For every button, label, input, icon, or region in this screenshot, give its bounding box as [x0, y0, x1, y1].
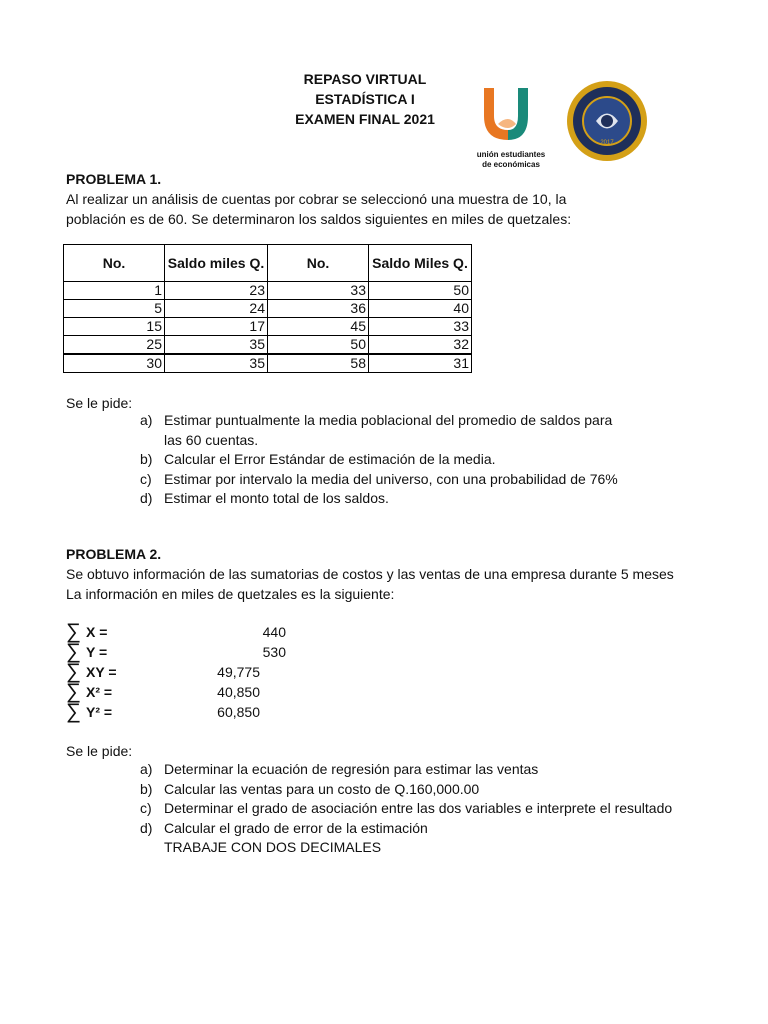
- table-cell: 5: [64, 300, 165, 318]
- list-item: [140, 470, 700, 490]
- list-item: [140, 450, 700, 470]
- problem-1-text-1: Al realizar un análisis de cuentas por cobrar se seleccionó una muestra de 10, la: [66, 191, 567, 207]
- table-cell: 30: [64, 354, 165, 373]
- problem-2-items: [140, 760, 740, 858]
- item-text: Calcular el Error Estándar de estimación de la media.: [164, 451, 496, 467]
- problem-2-ask: Se le pide:: [66, 743, 133, 759]
- sum-row: [66, 682, 286, 702]
- table-cell: 25: [64, 336, 165, 355]
- item-text: Estimar por intervalo la media del universo, con una probabilidad de 76%: [164, 470, 618, 487]
- sum-row: [66, 702, 286, 722]
- list-item: [140, 489, 700, 509]
- faculty-seal-logo: [566, 80, 648, 162]
- table-row: [64, 300, 472, 318]
- problem-2-intro: [66, 544, 706, 604]
- exam-header: [230, 69, 500, 129]
- table-row: [64, 336, 472, 355]
- sum-variable: X =: [86, 624, 108, 640]
- logo-caption-1: unión estudiantes: [476, 150, 546, 159]
- table-header-row: [64, 245, 472, 282]
- seal-icon: [566, 80, 648, 162]
- list-item: [140, 760, 740, 780]
- table-cell: 35: [165, 336, 268, 355]
- item-text: Estimar puntualmente la media poblacional del promedio de saldos para: [164, 412, 613, 428]
- sums-list: [66, 622, 286, 722]
- sum-value: 60,850: [217, 704, 260, 720]
- table-header-saldo-1: Saldo miles Q.: [165, 245, 268, 282]
- item-label: a): [140, 761, 153, 777]
- table-header-no-1: No.: [64, 245, 165, 282]
- problem-2-text-1: Se obtuvo información de las sumatorias de costos y las ventas de una empresa durante 5 meses: [66, 566, 674, 582]
- table-cell: 15: [64, 318, 165, 336]
- item-label: d): [140, 819, 153, 836]
- list-item: [140, 780, 740, 800]
- problem-2-text-2: La información en miles de quetzales es la siguiente:: [66, 586, 395, 602]
- sum-symbol: ∑: [66, 700, 81, 723]
- problem-1-ask: Se le pide:: [66, 395, 133, 411]
- list-item: [140, 819, 740, 839]
- sum-symbol: ∑: [66, 680, 81, 703]
- sum-symbol: ∑: [66, 620, 81, 643]
- item-text: Determinar el grado de asociación entre las dos variables e interprete el resultado: [164, 800, 673, 816]
- problem-1-heading: PROBLEMA 1.: [66, 171, 162, 187]
- sum-variable: Y² =: [86, 704, 113, 720]
- sum-variable: Y =: [86, 644, 108, 660]
- table-cell: 33: [369, 318, 472, 336]
- table-cell: 1: [64, 282, 165, 300]
- sum-value: 40,850: [217, 684, 260, 700]
- table-cell: 23: [165, 282, 268, 300]
- table-cell: 17: [165, 318, 268, 336]
- table-header-no-2: No.: [268, 245, 369, 282]
- problem-2-heading: PROBLEMA 2.: [66, 546, 162, 562]
- problem-1-intro: [66, 169, 706, 229]
- union-estudiantes-logo: [472, 84, 550, 176]
- table-cell: 58: [268, 354, 369, 373]
- sum-value: 440: [262, 624, 286, 640]
- sum-row: [66, 642, 286, 662]
- list-item: [140, 411, 700, 431]
- item-label: b): [140, 451, 153, 467]
- sum-row: [66, 662, 286, 682]
- table-cell: 45: [268, 318, 369, 336]
- sum-symbol: ∑: [66, 640, 81, 663]
- problem-1-text-2: población es de 60. Se determinaron los saldos siguientes en miles de quetzales:: [66, 211, 572, 227]
- item-text: Determinar la ecuación de regresión para estimar las ventas: [164, 761, 539, 777]
- table-cell: 32: [369, 336, 472, 355]
- header-line-2: ESTADÍSTICA I: [315, 91, 415, 107]
- decimals-note: TRABAJE CON DOS DECIMALES: [164, 839, 382, 855]
- logo-caption-2: de económicas: [482, 160, 540, 169]
- table-cell: 35: [165, 354, 268, 373]
- seal-year: 2017: [600, 140, 614, 146]
- sum-value: 49,775: [217, 664, 260, 680]
- balances-table: [63, 244, 472, 373]
- item-label: d): [140, 490, 153, 506]
- sum-value: 530: [262, 644, 286, 660]
- item-text: Calcular las ventas para un costo de Q.160,000.00: [164, 780, 480, 797]
- item-label: b): [140, 780, 153, 797]
- table-row: [64, 282, 472, 300]
- sum-variable: XY =: [86, 664, 117, 680]
- problem-1-items: [140, 411, 700, 509]
- item-label: c): [140, 800, 152, 816]
- table-row: [64, 354, 472, 373]
- table-header-saldo-2: Saldo Miles Q.: [369, 245, 472, 282]
- table-row: [64, 318, 472, 336]
- item-label: a): [140, 412, 153, 428]
- sum-variable: X² =: [86, 684, 113, 700]
- item-text: Estimar el monto total de los saldos.: [164, 490, 389, 506]
- sum-symbol: ∑: [66, 660, 81, 683]
- list-item: [140, 799, 740, 819]
- table-cell: 33: [268, 282, 369, 300]
- item-label: c): [140, 470, 152, 487]
- item-text: Calcular el grado de error de la estimación: [164, 819, 428, 836]
- sum-row: [66, 622, 286, 642]
- table-cell: 40: [369, 300, 472, 318]
- header-line-1: REPASO VIRTUAL: [303, 71, 427, 87]
- item-continuation: las 60 cuentas.: [164, 431, 259, 448]
- table-cell: 36: [268, 300, 369, 318]
- table-cell: 31: [369, 354, 472, 373]
- table-cell: 24: [165, 300, 268, 318]
- header-line-3: EXAMEN FINAL 2021: [295, 111, 435, 127]
- table-cell: 50: [268, 336, 369, 355]
- table-cell: 50: [369, 282, 472, 300]
